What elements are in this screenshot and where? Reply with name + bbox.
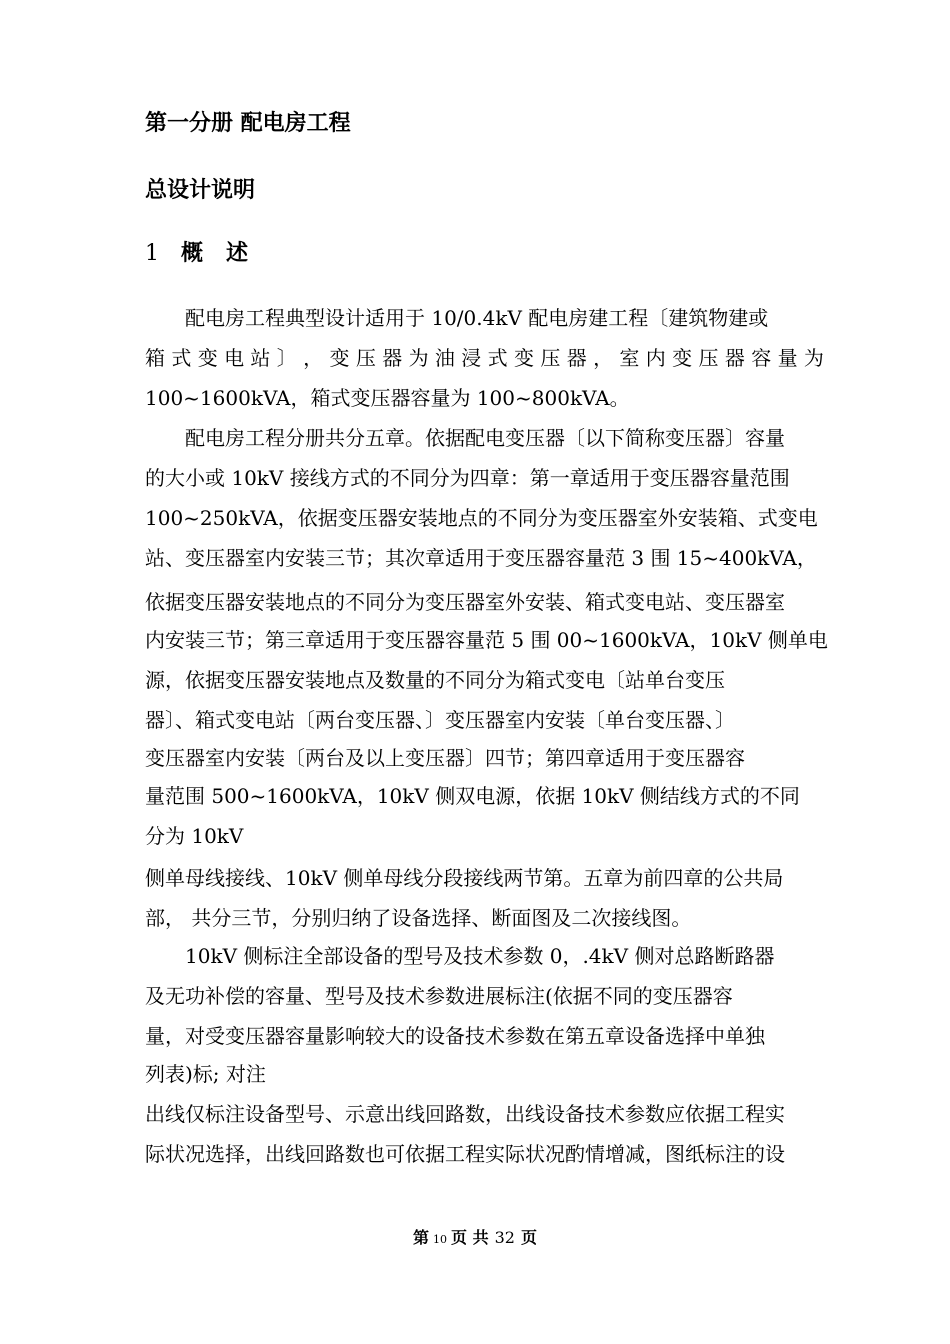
chapter-title: 概 述 <box>181 240 248 266</box>
body-line: 配电房工程典型设计适用于 10/0.4kV 配电房建工程〔建筑物建或 <box>145 306 769 330</box>
footer-suffix: 页 <box>520 1228 537 1247</box>
chapter-heading <box>145 238 248 269</box>
body-line: 箱 式 变 电 站 〕 ， 变 压 器 为 油 浸 式 变 压 器 ， 室 内 变 压 器 容 量 为 <box>145 346 824 370</box>
body-line: 际状况选择，出线回路数也可依据工程实际状况酌情增减，图纸标注的设 <box>145 1142 785 1166</box>
footer-middle: 页 共 <box>451 1228 489 1247</box>
body-line: 10kV 侧标注全部设备的型号及技术参数 0，.4kV 侧对总路断路器 <box>145 944 775 968</box>
body-line: 分为 10kV <box>145 824 244 848</box>
page-number: 10 <box>433 1233 448 1246</box>
page-total: 32 <box>494 1228 515 1247</box>
page-footer <box>0 1227 950 1251</box>
body-line: 配电房工程分册共分五章。依据配电变压器〔以下简称变压器〕容量 <box>145 426 785 450</box>
body-line: 100~1600kVA，箱式变压器容量为 100~800kVA。 <box>145 386 630 410</box>
body-line: 及无功补偿的容量、型号及技术参数进展标注(依据不同的变压器容 <box>145 984 733 1008</box>
body-line: 内安装三节；第三章适用于变压器容量范 5 围 00~1600kVA，10kV 侧单电 <box>145 628 828 652</box>
body-line: 源，依据变压器安装地点及数量的不同分为箱式变电〔站单台变压 <box>145 668 725 692</box>
chapter-number: 1 <box>145 241 159 266</box>
volume-title: 第一分册 配电房工程 <box>145 110 351 136</box>
body-line: 依据变压器安装地点的不同分为变压器室外安装、箱式变电站、变压器室 <box>145 590 785 614</box>
body-line: 站、变压器室内安装三节；其次章适用于变压器容量范 3 围 15~400kVA， <box>145 546 817 570</box>
body-line: 变压器室内安装〔两台及以上变压器〕四节；第四章适用于变压器容 <box>145 746 745 770</box>
body-line: 侧单母线接线、10kV 侧单母线分段接线两节第。五章为前四章的公共局 <box>145 866 784 890</box>
footer-prefix: 第 <box>413 1228 430 1247</box>
body-line: 的大小或 10kV 接线方式的不同分为四章：第一章适用于变压器容量范围 <box>145 466 790 490</box>
body-line: 出线仅标注设备型号、示意出线回路数，出线设备技术参数应依据工程实 <box>145 1102 785 1126</box>
body-line: 量范围 500~1600kVA，10kV 侧双电源，依据 10kV 侧结线方式的不同 <box>145 784 800 808</box>
body-line: 量，对受变压器容量影响较大的设备技术参数在第五章设备选择中单独 <box>145 1024 765 1048</box>
body-line: 器〕、箱式变电站〔两台变压器、〕变压器室内安装〔单台变压器、〕 <box>145 708 735 732</box>
body-line: 部， 共分三节，分别归纳了设备选择、断面图及二次接线图。 <box>145 906 692 930</box>
body-line: 100~250kVA，依据变压器安装地点的不同分为变压器室外安装箱、式变电 <box>145 506 818 530</box>
section-title: 总设计说明 <box>145 177 256 203</box>
body-line: 列表)标; 对注 <box>145 1062 266 1086</box>
